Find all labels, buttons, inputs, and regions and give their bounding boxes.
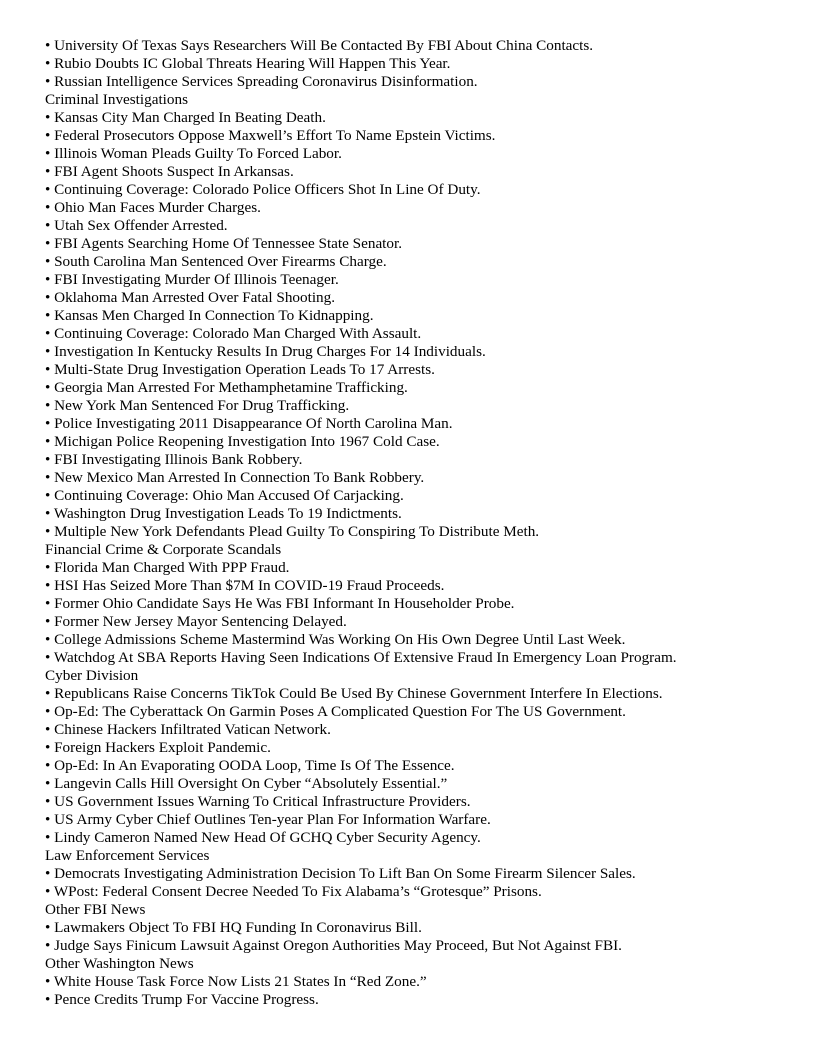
list-item: • FBI Investigating Illinois Bank Robbery. (45, 451, 303, 468)
list-item: • Police Investigating 2011 Disappearance Of North Carolina Man. (45, 415, 453, 432)
list-item: • WPost: Federal Consent Decree Needed To Fix Alabama’s “Grotesque” Prisons. (45, 883, 542, 900)
list-item: • Continuing Coverage: Colorado Police Officers Shot In Line Of Duty. (45, 181, 481, 198)
list-item: • US Government Issues Warning To Critical Infrastructure Providers. (45, 793, 471, 810)
list-item: • Kansas Men Charged In Connection To Kidnapping. (45, 307, 374, 324)
list-item: • Georgia Man Arrested For Methamphetamine Trafficking. (45, 379, 408, 396)
list-item: • Republicans Raise Concerns TikTok Could Be Used By Chinese Government Interfere In Elections. (45, 685, 663, 702)
section-heading: Other FBI News (45, 901, 146, 918)
list-item: • South Carolina Man Sentenced Over Firearms Charge. (45, 253, 387, 270)
list-item: • FBI Agent Shoots Suspect In Arkansas. (45, 163, 294, 180)
section-cyber-division (45, 667, 805, 847)
list-item: • Utah Sex Offender Arrested. (45, 217, 228, 234)
section-heading: Other Washington News (45, 955, 194, 972)
list-item: • Chinese Hackers Infiltrated Vatican Network. (45, 721, 331, 738)
list-item: • HSI Has Seized More Than $7M In COVID-19 Fraud Proceeds. (45, 577, 445, 594)
list-item: • Federal Prosecutors Oppose Maxwell’s Effort To Name Epstein Victims. (45, 127, 496, 144)
list-item: • Kansas City Man Charged In Beating Death. (45, 109, 326, 126)
list-item: • FBI Agents Searching Home Of Tennessee State Senator. (45, 235, 403, 252)
section-criminal-investigations (45, 91, 805, 541)
list-item: • Ohio Man Faces Murder Charges. (45, 199, 261, 216)
list-item: • Op-Ed: The Cyberattack On Garmin Poses A Complicated Question For The US Government. (45, 703, 626, 720)
section-other-fbi-news (45, 901, 805, 955)
section-heading: Criminal Investigations (45, 91, 188, 108)
section-heading: Law Enforcement Services (45, 847, 210, 864)
section-financial-crime (45, 541, 805, 667)
section-law-enforcement-services (45, 847, 805, 901)
list-item: • Former New Jersey Mayor Sentencing Delayed. (45, 613, 347, 630)
section-other-washington-news (45, 955, 805, 1009)
intro-list (45, 37, 805, 91)
list-item: • Michigan Police Reopening Investigation Into 1967 Cold Case. (45, 433, 440, 450)
list-item: • Judge Says Finicum Lawsuit Against Oregon Authorities May Proceed, But Not Against FBI. (45, 937, 622, 954)
list-item: • Oklahoma Man Arrested Over Fatal Shooting. (45, 289, 336, 306)
list-item: • Multi-State Drug Investigation Operation Leads To 17 Arrests. (45, 361, 435, 378)
list-item: • White House Task Force Now Lists 21 States In “Red Zone.” (45, 973, 427, 990)
list-item: • Russian Intelligence Services Spreading Coronavirus Disinformation. (45, 73, 478, 90)
list-item: • Pence Credits Trump For Vaccine Progress. (45, 991, 319, 1008)
list-item: • Watchdog At SBA Reports Having Seen Indications Of Extensive Fraud In Emergency Loan Program. (45, 649, 677, 666)
news-summary-page (45, 37, 805, 1009)
list-item: • Investigation In Kentucky Results In Drug Charges For 14 Individuals. (45, 343, 486, 360)
list-item: • New Mexico Man Arrested In Connection To Bank Robbery. (45, 469, 425, 486)
list-item: • Foreign Hackers Exploit Pandemic. (45, 739, 271, 756)
list-item: • Lindy Cameron Named New Head Of GCHQ Cyber Security Agency. (45, 829, 481, 846)
list-item: • Lawmakers Object To FBI HQ Funding In Coronavirus Bill. (45, 919, 422, 936)
list-item: • Washington Drug Investigation Leads To 19 Indictments. (45, 505, 402, 522)
list-item: • University Of Texas Says Researchers Will Be Contacted By FBI About China Contacts. (45, 37, 594, 54)
list-item: • Former Ohio Candidate Says He Was FBI Informant In Householder Probe. (45, 595, 515, 612)
list-item: • Florida Man Charged With PPP Fraud. (45, 559, 290, 576)
list-item: • Langevin Calls Hill Oversight On Cyber “Absolutely Essential.” (45, 775, 448, 792)
list-item: • Continuing Coverage: Colorado Man Charged With Assault. (45, 325, 422, 342)
section-heading: Cyber Division (45, 667, 139, 684)
list-item: • FBI Investigating Murder Of Illinois Teenager. (45, 271, 339, 288)
section-heading: Financial Crime & Corporate Scandals (45, 541, 282, 558)
list-item: • College Admissions Scheme Mastermind Was Working On His Own Degree Until Last Week. (45, 631, 626, 648)
list-item: • Democrats Investigating Administration Decision To Lift Ban On Some Firearm Silencer Sales. (45, 865, 636, 882)
list-item: • Op-Ed: In An Evaporating OODA Loop, Time Is Of The Essence. (45, 757, 455, 774)
list-item: • Continuing Coverage: Ohio Man Accused Of Carjacking. (45, 487, 404, 504)
list-item: • Multiple New York Defendants Plead Guilty To Conspiring To Distribute Meth. (45, 523, 540, 540)
list-item: • US Army Cyber Chief Outlines Ten-year Plan For Information Warfare. (45, 811, 491, 828)
list-item: • New York Man Sentenced For Drug Trafficking. (45, 397, 350, 414)
list-item: • Rubio Doubts IC Global Threats Hearing Will Happen This Year. (45, 55, 451, 72)
list-item: • Illinois Woman Pleads Guilty To Forced Labor. (45, 145, 342, 162)
